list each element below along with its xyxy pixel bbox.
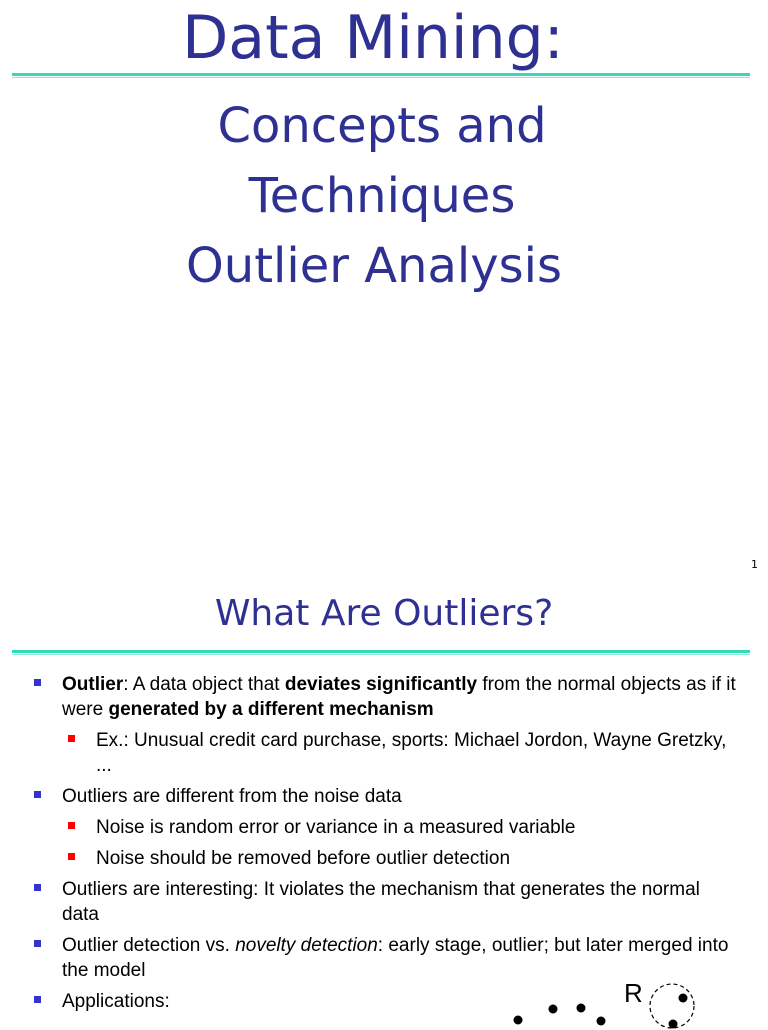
bullet-text: Outlier detection vs.	[62, 935, 236, 956]
bullet-text: deviates significantly	[284, 674, 478, 695]
title-rule	[12, 650, 750, 655]
title-rule	[12, 73, 750, 78]
slide-2	[0, 580, 768, 1024]
sub-bullet-item	[68, 815, 739, 840]
data-point	[669, 1020, 678, 1029]
bullet-text: Outlier	[62, 674, 124, 695]
bullet-text: Applications:	[62, 991, 170, 1012]
bullet-text: novelty detection	[235, 935, 378, 956]
slide-2-title: What Are Outliers?	[214, 593, 554, 634]
data-point	[577, 1004, 586, 1013]
data-point	[597, 1017, 606, 1026]
bullet-text: Outliers are interesting: It violates the mechanism that generates the normal data	[62, 879, 700, 925]
blue-square-bullet-icon	[34, 996, 41, 1003]
subtitle-line-2: Techniques	[248, 168, 516, 224]
slide-1-title: Data Mining:	[182, 3, 564, 73]
outlier-diagram	[500, 970, 760, 1030]
subtitle-line-1: Concepts and	[217, 98, 547, 154]
bullet-item	[34, 877, 739, 927]
bullet-list	[34, 672, 739, 1020]
red-square-bullet-icon	[68, 735, 75, 742]
diagram-label-r: R	[624, 978, 643, 1008]
bullet-text: from the normal objects as if it were	[62, 674, 736, 720]
blue-square-bullet-icon	[34, 940, 41, 947]
data-point	[514, 1016, 523, 1025]
bullet-item	[34, 672, 739, 722]
red-square-bullet-icon	[68, 853, 75, 860]
blue-square-bullet-icon	[34, 884, 41, 891]
bullet-text: Noise should be removed before outlier detection	[96, 848, 511, 869]
red-square-bullet-icon	[68, 822, 75, 829]
data-point	[679, 994, 688, 1003]
subtitle-line-3: Outlier Analysis	[186, 238, 562, 294]
bullet-text: : early stage, outlier; but later merged into the model	[62, 935, 729, 981]
bullet-text: : A data object that	[123, 674, 285, 695]
blue-square-bullet-icon	[34, 791, 41, 798]
bullet-text: Outliers are different from the noise data	[62, 786, 402, 807]
sub-bullet-item	[68, 728, 739, 778]
bullet-item	[34, 784, 739, 809]
data-point	[549, 1005, 558, 1014]
bullet-text: Noise is random error or variance in a measured variable	[96, 817, 576, 838]
page-number: 1	[751, 558, 758, 571]
blue-square-bullet-icon	[34, 679, 41, 686]
sub-bullet-item	[68, 846, 739, 871]
bullet-text: generated by a different mechanism	[108, 699, 434, 720]
bullet-text: Ex.: Unusual credit card purchase, sports: Michael Jordon, Wayne Gretzky, ...	[96, 730, 727, 776]
